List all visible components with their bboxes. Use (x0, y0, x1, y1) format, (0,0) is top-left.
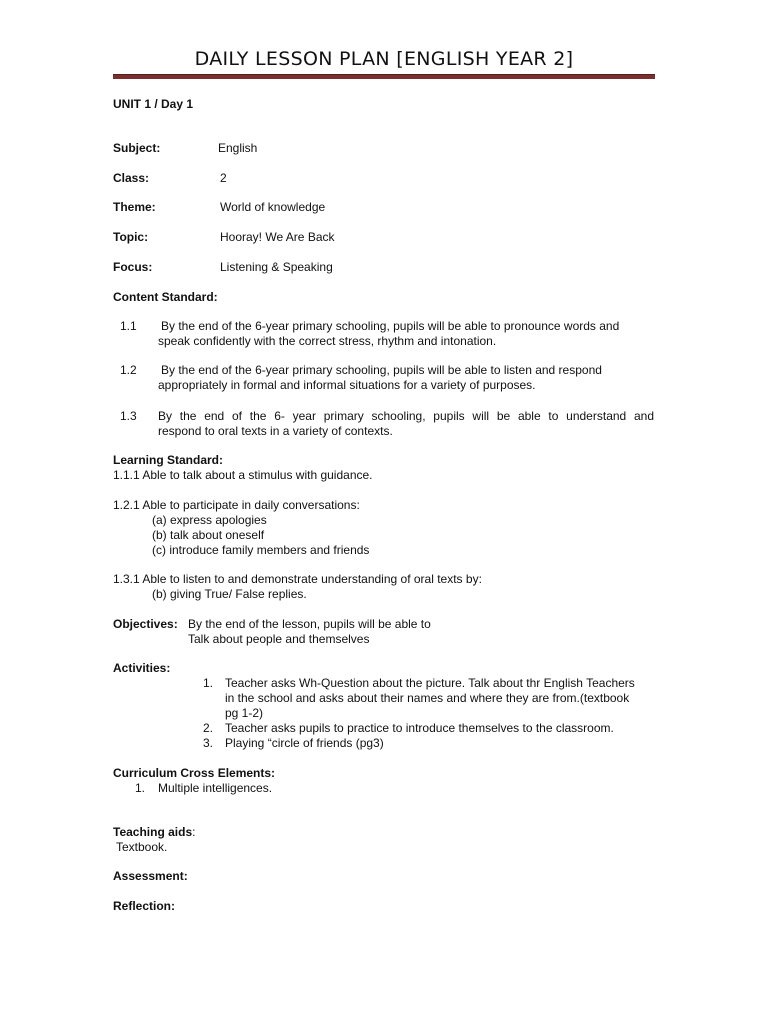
activity-number: 3. (203, 736, 214, 750)
learning-standard-heading: Learning Standard: (113, 453, 224, 467)
cross-elements-number: 1. (135, 781, 146, 795)
objectives-text: By the end of the lesson, pupils will be able to (188, 617, 431, 631)
title-divider (113, 74, 655, 79)
learning-standard-item: 1.2.1 Able to participate in daily conversations: (113, 498, 360, 512)
learning-standard-subitem: (b) giving True/ False replies. (152, 587, 307, 601)
learning-standard-subitem: (b) talk about oneself (152, 528, 265, 542)
content-standard-line: By the end of the 6-year primary schooling, pupils will be able to listen and respond (161, 363, 602, 377)
activity-number: 1. (203, 676, 214, 690)
content-standard-heading: Content Standard: (113, 290, 218, 304)
reflection-heading: Reflection: (113, 899, 176, 913)
content-standard-line: respond to oral texts in a variety of contexts. (158, 424, 393, 438)
objectives-heading: Objectives: (113, 617, 178, 631)
theme-value: World of knowledge (220, 200, 326, 214)
activity-line: Teacher asks Wh-Question about the picture. Talk about thr English Teachers (225, 676, 635, 690)
content-standard-number: 1.3 (120, 409, 137, 423)
focus-value: Listening & Speaking (220, 260, 333, 274)
theme-label: Theme: (113, 200, 156, 214)
document-title: DAILY LESSON PLAN [ENGLISH YEAR 2] (194, 48, 574, 70)
topic-label: Topic: (113, 230, 149, 244)
focus-label: Focus: (113, 260, 153, 274)
class-label: Class: (113, 171, 150, 185)
content-standard-line: By the end of the 6- year primary schooling, pupils will be able to understand and (158, 409, 654, 423)
content-standard-line: speak confidently with the correct stress, rhythm and intonation. (158, 334, 497, 348)
class-value: 2 (220, 171, 227, 185)
activity-line: Teacher asks pupils to practice to introduce themselves to the classroom. (225, 721, 614, 735)
teaching-aids-value: Textbook. (116, 840, 168, 854)
activities-heading: Activities: (113, 661, 171, 675)
cross-elements-heading: Curriculum Cross Elements: (113, 766, 276, 780)
activity-number: 2. (203, 721, 214, 735)
content-standard-line: appropriately in formal and informal situations for a variety of purposes. (158, 378, 536, 392)
teaching-aids-heading: Teaching aids (113, 825, 193, 839)
learning-standard-item: 1.3.1 Able to listen to and demonstrate understanding of oral texts by: (113, 572, 482, 586)
assessment-heading: Assessment: (113, 869, 188, 883)
topic-value: Hooray! We Are Back (220, 230, 335, 244)
activity-line: in the school and asks about their names and where they are from.(textbook (225, 691, 630, 705)
activity-line: pg 1-2) (225, 706, 264, 720)
subject-value: English (218, 141, 258, 155)
unit-day-heading: UNIT 1 / Day 1 (113, 97, 194, 111)
content-standard-number: 1.1 (120, 319, 137, 333)
content-standard-number: 1.2 (120, 363, 137, 377)
learning-standard-item: 1.1.1 Able to talk about a stimulus with guidance. (113, 468, 373, 482)
teaching-aids-colon: : (192, 825, 196, 839)
subject-label: Subject: (113, 141, 161, 155)
learning-standard-subitem: (c) introduce family members and friends (152, 543, 370, 557)
learning-standard-subitem: (a) express apologies (152, 513, 267, 527)
objectives-text: Talk about people and themselves (188, 632, 370, 646)
content-standard-line: By the end of the 6-year primary schooling, pupils will be able to pronounce words and (161, 319, 620, 333)
activity-line: Playing “circle of friends (pg3) (225, 736, 384, 750)
cross-elements-item: Multiple intelligences. (158, 781, 273, 795)
teaching-aids-row (113, 825, 195, 840)
